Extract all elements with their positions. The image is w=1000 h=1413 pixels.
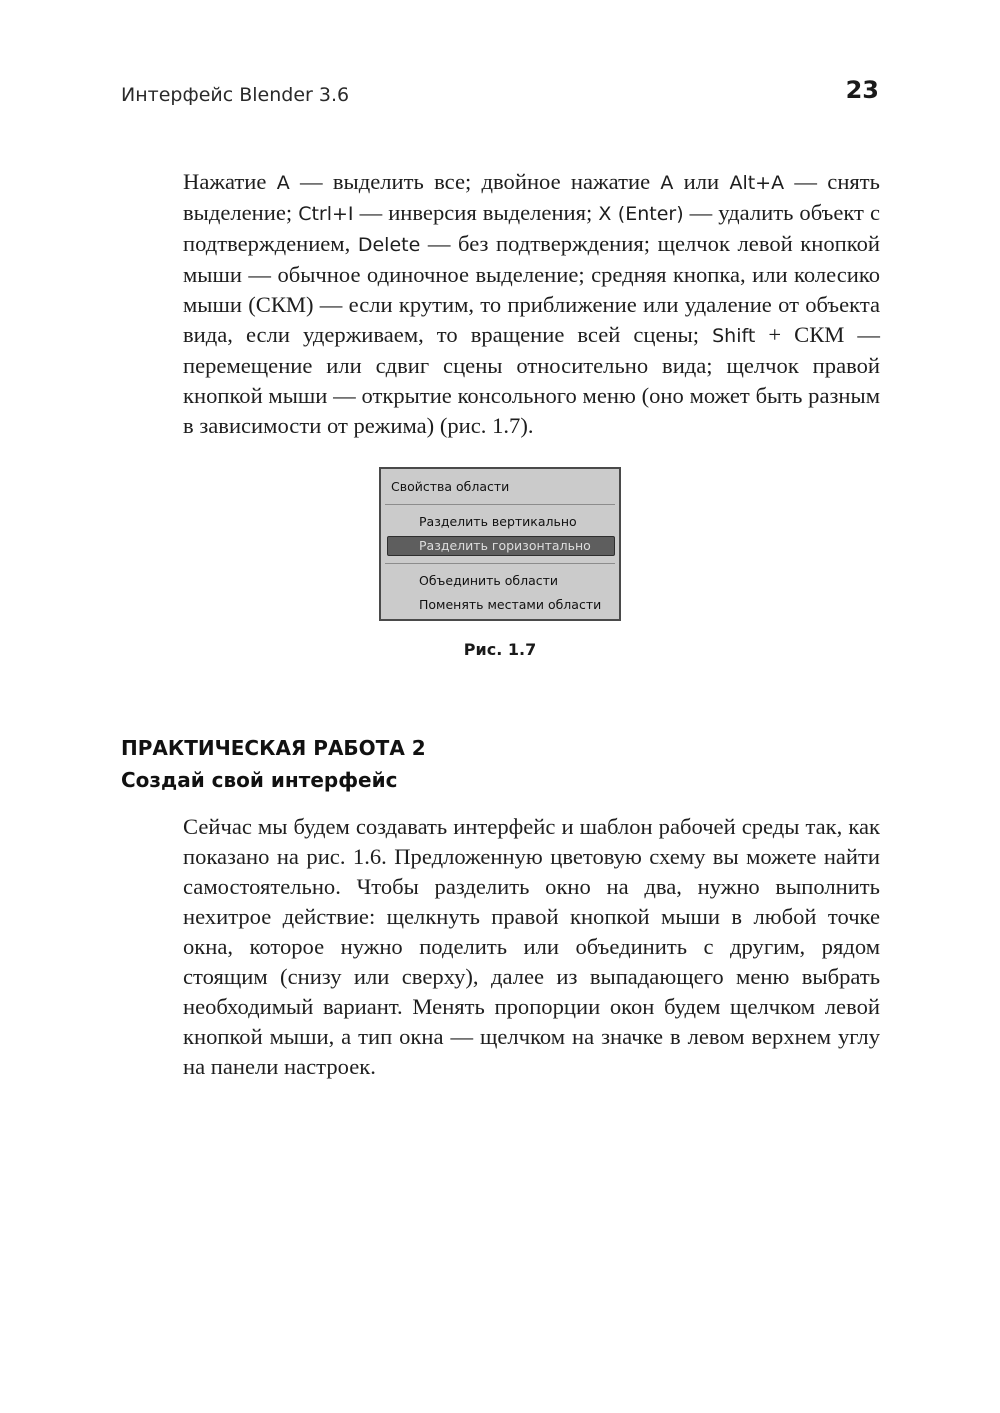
menu-item-swap-areas[interactable]: Поменять местами области xyxy=(419,597,602,612)
area-properties-menu-figure xyxy=(379,467,621,621)
section-heading: ПРАКТИЧЕСКАЯ РАБОТА 2 xyxy=(121,736,426,760)
text-run: — без подтверждения; щелчок левой кнопкой мыши — обычное одиночное выделение; средняя кнопка, или колесико мыши (СКМ) — если крутим, то приближение или удаление от объекта вида, если удерживаем, то вращение всей сцены; xyxy=(183,231,880,347)
text-run: Нажатие xyxy=(183,169,277,194)
text-run: + СКМ — перемещение или сдвиг сцены относительно вида; щелчок правой кнопкой мыши — открытие консольного меню (оно может быть разным в зависимости от режима) (рис. 1.7). xyxy=(183,322,880,438)
text-run: — выделить все; двойное нажатие xyxy=(289,169,661,194)
text-run: — удалить объект с подтверждением, xyxy=(183,200,880,256)
text-run: — инверсия выделения; xyxy=(353,200,599,225)
text-run: или xyxy=(673,169,730,194)
page-number: 23 xyxy=(845,76,879,104)
running-head: Интерфейс Blender 3.6 xyxy=(121,84,350,106)
key-shortcut: Delete xyxy=(357,234,421,256)
menu-item-split-horizontal[interactable]: Разделить горизонтально xyxy=(387,536,615,556)
key-shortcut: Alt+A xyxy=(729,172,785,194)
text-run: — снять выделение; xyxy=(183,169,880,225)
menu-separator xyxy=(385,504,615,505)
key-shortcut: Shift xyxy=(712,325,756,347)
key-shortcut: X (Enter) xyxy=(598,203,684,225)
key-shortcut: Ctrl+I xyxy=(298,203,354,225)
menu-separator xyxy=(385,563,615,564)
body-paragraph-shortcuts xyxy=(183,167,880,441)
key-shortcut: A xyxy=(276,172,290,194)
menu-item-split-vertical[interactable]: Разделить вертикально xyxy=(419,514,577,529)
section-subheading: Создай свой интерфейс xyxy=(121,768,398,792)
body-paragraph-practice: Сейчас мы будем создавать интерфейс и шаблон рабочей среды так, как показано на рис. 1.6. Предложенную цветовую схему вы можете найти самостоятельно. Чтобы разделить окно на два, нужно выполнить нехитрое действие: щелкнуть правой кнопкой мыши в любой точке окна, которое нужно поделить или объединить с другим, рядом стоящим (снизу или сверху), далее из выпадающего меню выбрать необходимый вариант. Менять пропорции окон будем щелчком левой кнопкой мыши, а тип окна — щелчком на значке в левом верхнем углу на панели настроек. xyxy=(183,814,880,1079)
figure-caption: Рис. 1.7 xyxy=(463,640,537,659)
menu-title: Свойства области xyxy=(391,479,510,494)
key-shortcut: A xyxy=(660,172,674,194)
menu-item-join-areas[interactable]: Объединить области xyxy=(419,573,559,588)
